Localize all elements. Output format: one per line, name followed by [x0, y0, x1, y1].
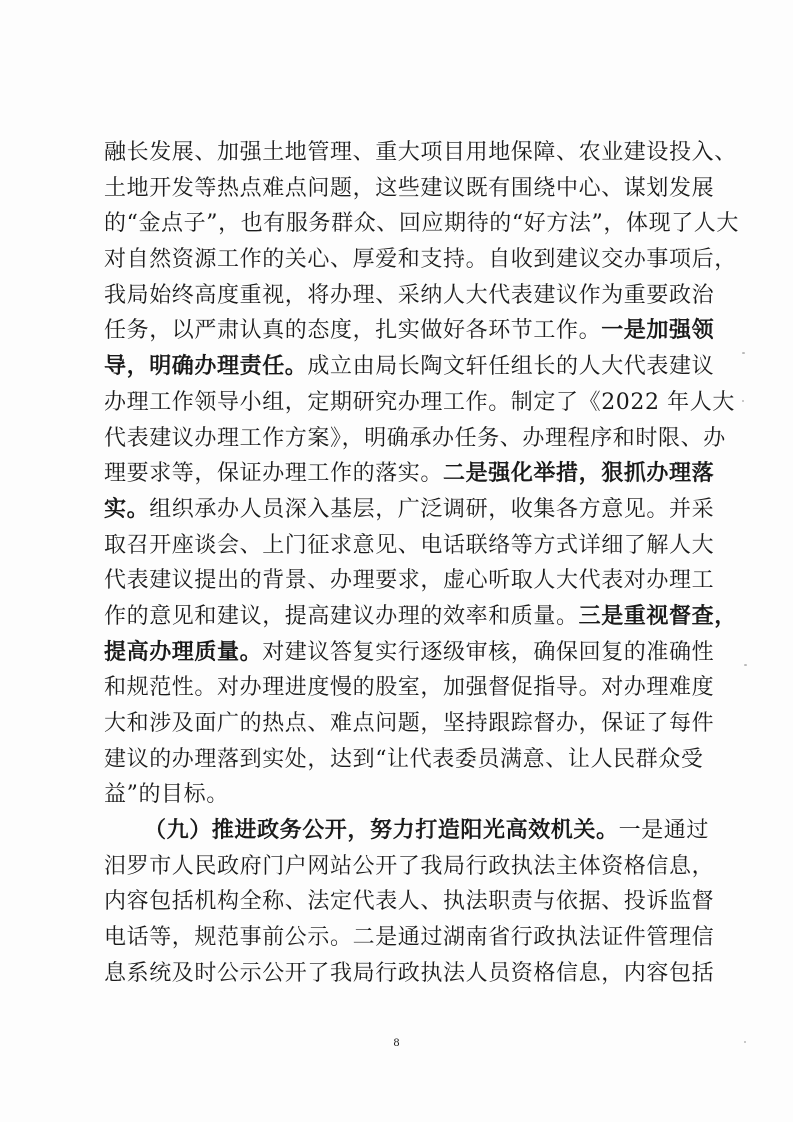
text-line — [104, 135, 737, 171]
text-line — [104, 456, 715, 492]
text-line — [104, 849, 715, 885]
text-run: 代表建议提出的背景、办理要求，虚心听取人大代表对办理工 — [104, 568, 715, 594]
bold-text-run: （九）推进政务公开，努力打造阳光高效机关。 — [144, 817, 619, 844]
text-line — [104, 492, 715, 528]
text-run: 一是通过 — [618, 818, 710, 844]
text-line — [104, 563, 715, 599]
text-run: 成立由局长陶文轩任组长的人大代表建议 — [307, 354, 715, 380]
text-line — [104, 242, 737, 278]
text-run: 作的意见和建议，提高建议办理的效率和质量。 — [104, 603, 579, 629]
text-line — [104, 599, 737, 635]
text-line — [104, 349, 715, 385]
text-line — [104, 635, 715, 671]
text-line — [104, 956, 715, 992]
text-run: 益”的目标。 — [104, 782, 229, 808]
body-text — [104, 135, 739, 992]
text-run: 建议的办理落到实处，达到“让代表委员满意、让人民群众受 — [104, 746, 704, 772]
scan-speck — [744, 1041, 746, 1043]
text-run: 理要求等，保证办理工作的落实。 — [104, 461, 444, 487]
text-run: 任务，以严肃认真的态度，扎实做好各环节工作。 — [104, 318, 602, 344]
bold-text-run: 三是重视督查， — [578, 602, 737, 629]
text-run: 的“金点子”，也有服务群众、回应期待的“好方法”，体现了人大 — [104, 211, 739, 237]
text-line — [104, 884, 715, 920]
bold-text-run: 实。 — [104, 495, 150, 522]
bold-text-run: 一是加强领 — [601, 317, 715, 344]
scan-speck — [742, 400, 744, 402]
text-line — [104, 670, 715, 706]
text-run: 息系统及时公示公开了我局行政执法人员资格信息，内容包括 — [104, 960, 715, 986]
text-line — [104, 813, 710, 849]
text-run: 电话等，规范事前公示。二是通过湖南省行政执法证件管理信 — [104, 925, 715, 951]
text-run: 组织承办人员深入基层，广泛调研，收集各方意见。并采 — [149, 496, 715, 522]
text-run: 对建议答复实行逐级审核，确保回复的准确性 — [262, 639, 715, 665]
text-line — [104, 421, 726, 457]
text-line — [104, 206, 739, 242]
text-run: 土地开发等热点难点问题，这些建议既有围绕中心、谋划发展 — [104, 175, 715, 201]
text-line — [104, 920, 715, 956]
text-line — [104, 385, 735, 421]
text-line — [104, 742, 704, 778]
text-run: 我局始终高度重视，将办理、采纳人大代表建议作为重要政治 — [104, 282, 715, 308]
text-line — [104, 706, 715, 742]
text-run: 对自然资源工作的关心、厚爱和支持。自收到建议交办事项后， — [104, 247, 737, 273]
text-run: 汨罗市人民政府门户网站公开了我局行政执法主体资格信息， — [104, 853, 715, 879]
text-run: 办理工作领导小组，定期研究办理工作。制定了《2022 年人大 — [104, 389, 735, 415]
page-number: 8 — [393, 1035, 400, 1049]
text-run: 取召开座谈会、上门征求意见、电话联络等方式详细了解人大 — [104, 532, 715, 558]
text-run: 和规范性。对办理进度慢的股室，加强督促指导。对办理难度 — [104, 675, 715, 701]
bold-text-run: 导，明确办理责任。 — [104, 353, 308, 380]
scan-speck — [742, 352, 745, 354]
text-line — [104, 313, 715, 349]
text-run: 大和涉及面广的热点、难点问题，坚持跟踪督办，保证了每件 — [104, 711, 715, 736]
text-run: 内容包括机构全称、法定代表人、执法职责与依据、投诉监督 — [104, 889, 715, 915]
text-run: 融长发展、加强土地管理、重大项目用地保障、农业建设投入、 — [104, 140, 737, 165]
bold-text-run: 二是强化举措，狠抓办理落 — [443, 460, 715, 487]
text-line — [104, 528, 715, 564]
scan-speck — [744, 664, 747, 666]
text-line — [104, 171, 715, 207]
text-line — [104, 278, 715, 314]
text-run: 代表建议办理工作方案》，明确承办任务、办理程序和时限、办 — [104, 425, 726, 451]
bold-text-run: 提高办理质量。 — [104, 638, 263, 665]
text-line — [104, 777, 704, 813]
